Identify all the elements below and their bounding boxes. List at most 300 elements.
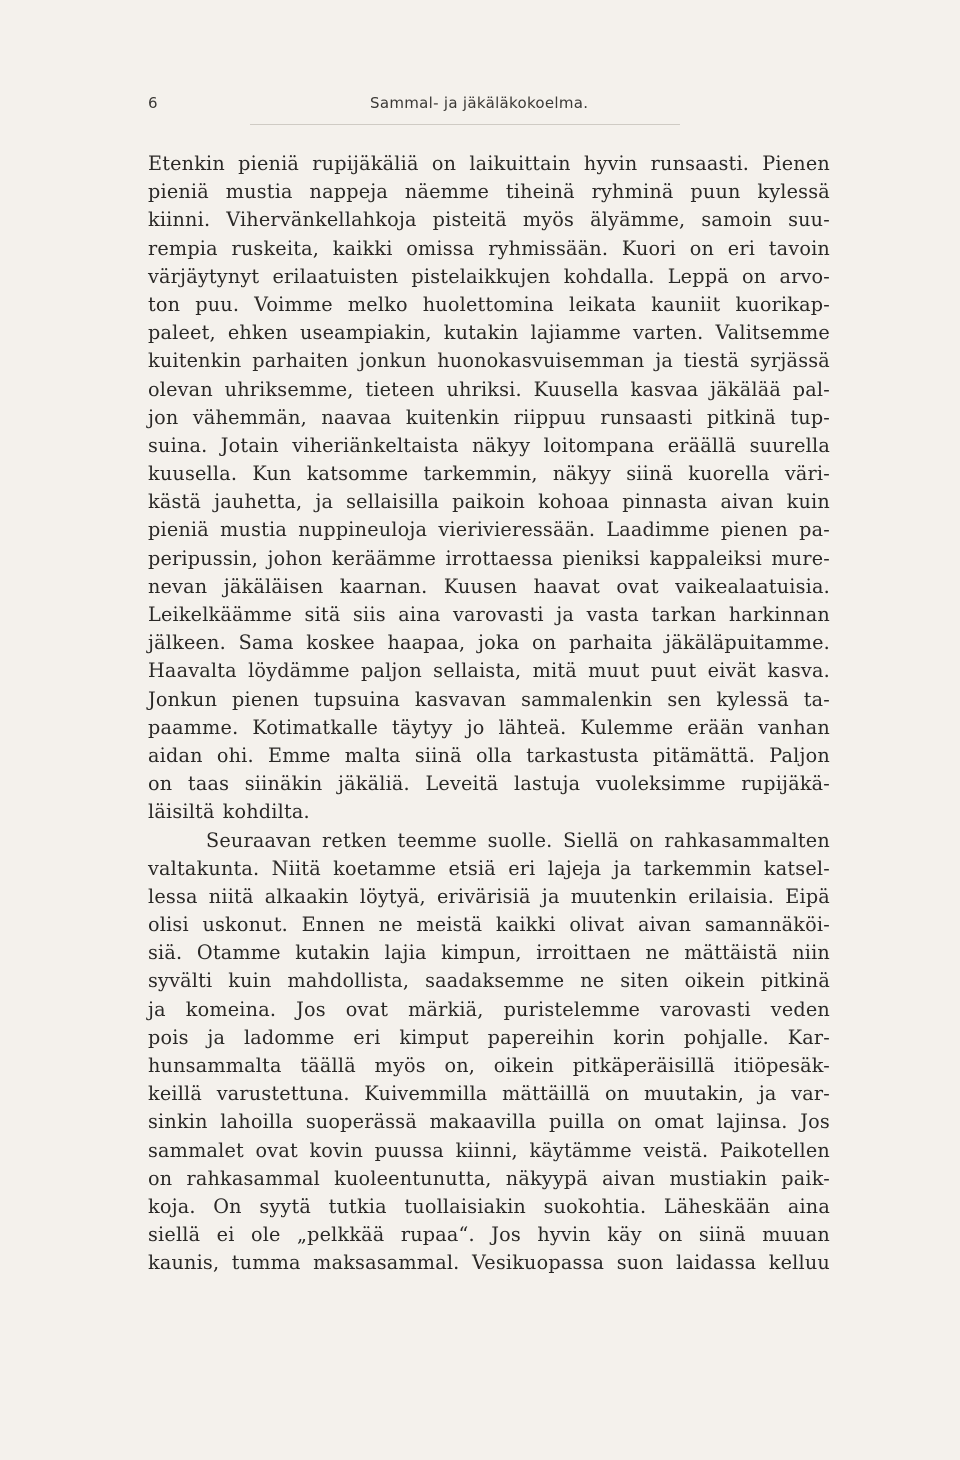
word: kaarnan. bbox=[339, 574, 428, 598]
word: teemme bbox=[397, 828, 477, 852]
word: rupaa“. bbox=[400, 1223, 475, 1247]
word: loitompana bbox=[543, 433, 655, 457]
word: riippuu bbox=[513, 405, 586, 429]
word: mure- bbox=[771, 546, 830, 570]
word: paamme. bbox=[148, 715, 239, 739]
word: saadaksemme bbox=[425, 969, 565, 993]
text-line bbox=[148, 573, 830, 601]
word: ja bbox=[613, 856, 632, 880]
text-line bbox=[148, 686, 830, 714]
word: tutkia bbox=[328, 1194, 387, 1218]
word: parhaiten bbox=[252, 349, 349, 373]
text-line bbox=[148, 404, 830, 432]
word: var- bbox=[791, 1082, 830, 1106]
word: Emme bbox=[267, 743, 331, 767]
text-line bbox=[148, 827, 830, 855]
word: pienen bbox=[720, 518, 788, 542]
word: tup- bbox=[790, 405, 830, 429]
word: ja bbox=[541, 884, 560, 908]
word: Seuraavan bbox=[206, 828, 312, 852]
word: kasva. bbox=[767, 659, 830, 683]
word: pistelaikkujen bbox=[411, 264, 551, 288]
word: lastuja bbox=[514, 772, 581, 796]
word: aivan bbox=[637, 913, 692, 937]
text-line bbox=[148, 911, 830, 939]
word: kelluu bbox=[768, 1251, 830, 1275]
text-line bbox=[148, 883, 830, 911]
word: tarkastusta bbox=[526, 743, 639, 767]
word: Kar- bbox=[787, 1025, 830, 1049]
text-line bbox=[148, 967, 830, 995]
word: Niitä bbox=[271, 856, 321, 880]
word: malta bbox=[344, 743, 401, 767]
word: lajinsa. bbox=[716, 1110, 788, 1134]
word: siinä bbox=[698, 1223, 746, 1247]
word: sellaista, bbox=[433, 659, 522, 683]
word: kuorella bbox=[688, 462, 770, 486]
word: Kulemme bbox=[580, 715, 674, 739]
word: irrottaessa bbox=[445, 546, 554, 570]
word: Paljon bbox=[769, 743, 830, 767]
word: olisi bbox=[148, 913, 189, 937]
word: jäkäläpuitamme. bbox=[665, 631, 830, 655]
word: kuitenkin bbox=[405, 405, 500, 429]
word: huolettomina bbox=[422, 292, 555, 316]
word: oikein bbox=[684, 969, 745, 993]
word: jälkeen. bbox=[148, 631, 226, 655]
word: kimput bbox=[399, 1025, 469, 1049]
text-line bbox=[148, 319, 830, 347]
word: Otamme bbox=[196, 941, 281, 965]
word: samoin bbox=[701, 208, 773, 232]
word: Ennen bbox=[301, 913, 366, 937]
word: mättäistä bbox=[684, 941, 778, 965]
text-line bbox=[148, 1052, 830, 1080]
word: sammalenkin bbox=[521, 687, 653, 711]
word: Kotimatkalle bbox=[252, 715, 379, 739]
word: pohjalle. bbox=[683, 1025, 769, 1049]
text-line bbox=[148, 1108, 830, 1136]
word: ne bbox=[580, 969, 605, 993]
word: muut bbox=[588, 659, 640, 683]
word: olla bbox=[475, 743, 513, 767]
word: paljon bbox=[360, 659, 422, 683]
word: Valitsemme bbox=[715, 321, 830, 345]
word: keillä bbox=[148, 1082, 203, 1106]
word: vuoleksimme bbox=[595, 772, 726, 796]
word: muuan bbox=[762, 1223, 830, 1247]
word: pinnasta bbox=[622, 490, 708, 514]
word: mahdollista, bbox=[287, 969, 410, 993]
word: olevan bbox=[148, 377, 213, 401]
word: oikein bbox=[493, 1054, 555, 1077]
word: tiheinä bbox=[505, 180, 575, 204]
word: sammalet bbox=[148, 1138, 244, 1162]
word: korin bbox=[613, 1025, 666, 1049]
word: ovat bbox=[345, 997, 389, 1021]
word: erilaatuisten bbox=[272, 264, 399, 288]
word: itiöpesäk- bbox=[733, 1054, 830, 1077]
word: „pelkkää bbox=[297, 1223, 385, 1247]
word: rupijäkäliä bbox=[312, 152, 419, 175]
word: kylessä bbox=[716, 687, 789, 711]
word: ryhminä bbox=[591, 180, 674, 204]
word: Kuori bbox=[621, 236, 677, 260]
word: irroittaen bbox=[536, 941, 631, 965]
word: Paikotellen bbox=[719, 1138, 830, 1162]
word: vähemmän, bbox=[192, 405, 307, 429]
word: niin bbox=[792, 941, 830, 965]
word: kuin bbox=[786, 490, 830, 514]
word: veistä. bbox=[643, 1138, 709, 1162]
word: kauniit bbox=[651, 292, 721, 316]
word: puristelemme bbox=[503, 997, 641, 1021]
word: kästä bbox=[148, 490, 202, 514]
word: jäkäläisen bbox=[223, 574, 324, 598]
word: komeina. bbox=[185, 997, 277, 1021]
word: kuin bbox=[228, 969, 272, 993]
text-line bbox=[148, 291, 830, 319]
text-line bbox=[148, 996, 830, 1024]
word: omissa bbox=[406, 236, 475, 260]
word: jäkäliä. bbox=[337, 772, 410, 796]
word: ja bbox=[655, 349, 674, 373]
word: puilla bbox=[549, 1110, 605, 1134]
word: pa- bbox=[799, 518, 830, 542]
word: pisteitä bbox=[432, 208, 507, 232]
word: pitkäperäisillä bbox=[572, 1054, 716, 1077]
word: ne bbox=[645, 941, 670, 965]
word: nevan bbox=[148, 574, 208, 598]
word: niitä bbox=[208, 884, 254, 908]
text-line bbox=[148, 432, 830, 460]
word: aina bbox=[787, 1194, 830, 1218]
word: on bbox=[689, 236, 715, 260]
word: ovat bbox=[255, 1138, 298, 1162]
word: eri bbox=[727, 236, 756, 260]
word: puut bbox=[650, 659, 697, 683]
word: hyvin bbox=[583, 152, 638, 175]
word: Laadimme bbox=[606, 518, 710, 542]
word: laikuittain bbox=[469, 152, 571, 175]
text-line bbox=[148, 1249, 830, 1277]
word: älyämme, bbox=[590, 208, 686, 232]
word: nuppineuloja bbox=[298, 518, 428, 542]
word: varten. bbox=[633, 321, 704, 345]
word: täällä bbox=[300, 1054, 356, 1077]
word: Etenkin bbox=[148, 152, 225, 175]
word: erilaisia. bbox=[688, 884, 775, 908]
text-line bbox=[148, 235, 830, 263]
text-line bbox=[148, 206, 830, 234]
word: sinkin bbox=[148, 1110, 208, 1134]
word: Siellä bbox=[563, 828, 619, 852]
word: siis bbox=[352, 603, 386, 626]
word: pitämättä. bbox=[652, 743, 756, 767]
word: pieniä bbox=[148, 180, 209, 204]
word: paik- bbox=[781, 1166, 830, 1190]
word: märkiä, bbox=[408, 997, 484, 1021]
word: veden bbox=[770, 997, 830, 1021]
text-line bbox=[148, 376, 830, 404]
word: lähteä. bbox=[498, 715, 567, 739]
word: ole bbox=[250, 1223, 281, 1247]
word: uhriksi. bbox=[446, 377, 522, 401]
word: ehken bbox=[227, 321, 288, 345]
text-line bbox=[148, 1080, 830, 1108]
word: löytyä, bbox=[359, 884, 426, 908]
word: on bbox=[742, 264, 767, 288]
word: tiestä bbox=[683, 349, 740, 373]
word: kuitenkin bbox=[148, 349, 242, 373]
word: aivan bbox=[720, 490, 774, 514]
word: kohoaa bbox=[538, 490, 610, 514]
word: näemme bbox=[404, 180, 490, 204]
word: suina. bbox=[148, 433, 208, 457]
word: johon bbox=[267, 546, 323, 570]
word: useampiakin, bbox=[300, 321, 432, 345]
word: on, bbox=[444, 1054, 476, 1077]
word: melko bbox=[347, 292, 408, 316]
word: eri bbox=[508, 856, 536, 880]
word: vasta bbox=[586, 603, 639, 626]
word: syvälti bbox=[148, 969, 213, 993]
word: aina bbox=[398, 603, 441, 626]
word: sen bbox=[667, 687, 702, 711]
text-line bbox=[148, 1137, 830, 1165]
word: Jonkun bbox=[148, 687, 218, 711]
word: värjäytynyt bbox=[148, 264, 260, 288]
word: tieteen bbox=[365, 377, 435, 401]
word: on bbox=[532, 631, 557, 655]
word: kutakin bbox=[443, 321, 519, 345]
word: pitkinä bbox=[760, 969, 830, 993]
word: mitä bbox=[532, 659, 577, 683]
word: eräällä bbox=[667, 433, 737, 457]
word: jäkälää bbox=[710, 377, 781, 401]
word: Kuusen bbox=[443, 574, 518, 598]
word: pitkinä bbox=[706, 405, 776, 429]
word: vierivieressään. bbox=[438, 518, 596, 542]
word: pienen bbox=[232, 687, 300, 711]
word: rahkasammalten bbox=[664, 828, 830, 852]
word: tupsuina bbox=[313, 687, 401, 711]
word: keräämme bbox=[331, 546, 437, 570]
word: käy bbox=[607, 1223, 642, 1247]
word: ladomme bbox=[243, 1025, 335, 1049]
word: kylessä bbox=[757, 180, 830, 204]
text-line bbox=[148, 629, 830, 657]
word: siinä bbox=[414, 743, 462, 767]
text-line bbox=[148, 460, 830, 488]
text-line bbox=[148, 347, 830, 375]
word: väri- bbox=[784, 462, 830, 486]
word: suoperässä bbox=[305, 1110, 417, 1134]
word: Haavalta bbox=[148, 659, 237, 683]
word: jauhetta, bbox=[214, 490, 303, 514]
word: tarkan bbox=[651, 603, 717, 626]
word: omat bbox=[654, 1110, 704, 1134]
word: papereihin bbox=[487, 1025, 595, 1049]
word: täytyy bbox=[392, 715, 453, 739]
word: Leveitä bbox=[425, 772, 499, 796]
word: lessa bbox=[148, 884, 198, 908]
word: paikoin bbox=[452, 490, 526, 514]
word: uhriksemme, bbox=[224, 377, 354, 401]
word: siä. bbox=[148, 941, 183, 965]
word: ja bbox=[207, 1025, 226, 1049]
word: on bbox=[629, 828, 654, 852]
word: parhaita bbox=[568, 631, 653, 655]
word: on bbox=[148, 1166, 173, 1190]
word: kovin bbox=[309, 1138, 363, 1162]
word: siinäkin bbox=[244, 772, 323, 796]
word: eri bbox=[353, 1025, 381, 1049]
word: valtakunta. bbox=[148, 856, 260, 880]
word: kimpun, bbox=[441, 941, 522, 965]
word: vanhan bbox=[757, 715, 830, 739]
word: ton bbox=[148, 292, 181, 316]
word: kiinni, bbox=[455, 1138, 518, 1162]
word: koetamme bbox=[333, 856, 437, 880]
word: siinä bbox=[626, 462, 674, 486]
word: siten bbox=[620, 969, 669, 993]
text-line bbox=[148, 770, 830, 798]
body-text bbox=[148, 150, 830, 1278]
word: kutakin bbox=[295, 941, 370, 965]
word: katsomme bbox=[306, 462, 409, 486]
word: jon bbox=[148, 405, 179, 429]
word: puu. bbox=[195, 292, 240, 316]
word: varustettuna. bbox=[216, 1082, 350, 1106]
word: rempia bbox=[148, 236, 218, 260]
word: meistä bbox=[416, 913, 483, 937]
word: kohdilta. bbox=[222, 800, 310, 824]
word: eivät bbox=[707, 659, 757, 683]
word: Jos bbox=[800, 1110, 830, 1134]
word: lajiamme bbox=[530, 321, 621, 345]
word: kiinni. bbox=[148, 208, 211, 232]
word: Läheskään bbox=[663, 1194, 771, 1218]
word: pieniksi bbox=[562, 546, 641, 570]
word: suon bbox=[616, 1251, 664, 1275]
word: löydämme bbox=[248, 659, 350, 683]
word: Kun bbox=[252, 462, 292, 486]
word: tuollaisiakin bbox=[404, 1194, 526, 1218]
word: rahkasammal bbox=[186, 1166, 320, 1190]
word: ovat bbox=[616, 574, 659, 598]
word: pieniä bbox=[238, 152, 300, 175]
word: pieniä bbox=[148, 518, 209, 542]
word: ohi. bbox=[216, 743, 254, 767]
word: mustia bbox=[225, 180, 293, 204]
word: on bbox=[658, 1223, 683, 1247]
word: lajeja bbox=[547, 856, 602, 880]
word: huonokasvuisemman bbox=[437, 349, 645, 373]
word: viheriänkeltaista bbox=[292, 433, 459, 457]
text-line bbox=[148, 150, 830, 178]
page-number: 6 bbox=[148, 94, 158, 112]
word: on bbox=[148, 772, 173, 796]
word: tarkemmin, bbox=[423, 462, 538, 486]
word: On bbox=[213, 1194, 242, 1218]
word: harkinnan bbox=[728, 603, 830, 626]
word: syrjässä bbox=[749, 349, 830, 373]
word: haapaa, bbox=[387, 631, 466, 655]
text-line bbox=[148, 798, 830, 826]
word: peripussin, bbox=[148, 546, 259, 570]
word: kuoleentunutta, bbox=[334, 1166, 492, 1190]
word: ruskeita, bbox=[231, 236, 320, 260]
word: puussa bbox=[374, 1138, 444, 1162]
word: joka bbox=[477, 631, 520, 655]
word: naavaa bbox=[321, 405, 392, 429]
word: kaunis, bbox=[148, 1251, 220, 1275]
header-rule bbox=[250, 124, 680, 125]
text-line bbox=[148, 545, 830, 573]
word: kaikki bbox=[495, 913, 556, 937]
word: Sama bbox=[238, 631, 294, 655]
word: on bbox=[604, 1082, 630, 1106]
word: näkyy bbox=[552, 462, 612, 486]
word: ryhmissään. bbox=[488, 236, 609, 260]
word: erivärisiä bbox=[436, 884, 531, 908]
word: ja bbox=[556, 603, 575, 626]
word: lajia bbox=[384, 941, 427, 965]
word: arvo- bbox=[779, 264, 830, 288]
word: kappaleiksi bbox=[649, 546, 762, 570]
word: on bbox=[431, 152, 457, 175]
word: Voimme bbox=[254, 292, 333, 316]
text-line bbox=[148, 657, 830, 685]
word: käytämme bbox=[529, 1138, 632, 1162]
word: samannäköi- bbox=[704, 913, 830, 937]
word: tarkemmin bbox=[643, 856, 752, 880]
text-line bbox=[148, 516, 830, 544]
word: runsaasti bbox=[600, 405, 693, 429]
word: myös bbox=[522, 208, 575, 232]
text-line bbox=[148, 601, 830, 629]
word: Vesikuopassa bbox=[471, 1251, 605, 1275]
text-line bbox=[148, 1193, 830, 1221]
word: rupijäkä- bbox=[741, 772, 830, 796]
word: jonkun bbox=[359, 349, 427, 373]
word: läisiltä bbox=[148, 800, 215, 824]
word: pal- bbox=[792, 377, 830, 401]
text-line bbox=[148, 939, 830, 967]
word: Jotain bbox=[220, 433, 279, 457]
word: jo bbox=[466, 715, 485, 739]
word: Kuusella bbox=[533, 377, 619, 401]
word: kaikki bbox=[332, 236, 393, 260]
text-line bbox=[148, 488, 830, 516]
word: ja bbox=[148, 997, 166, 1021]
word: Leikelkäämme bbox=[148, 603, 293, 626]
word: suokohtia. bbox=[543, 1194, 647, 1218]
word: lahoilla bbox=[220, 1110, 294, 1134]
word: hyvin bbox=[537, 1223, 591, 1247]
word: aivan bbox=[602, 1166, 656, 1190]
word: maksasammal. bbox=[313, 1251, 460, 1275]
text-line bbox=[148, 1024, 830, 1052]
word: on bbox=[617, 1110, 642, 1134]
word: ja bbox=[758, 1082, 777, 1106]
word: makaavilla bbox=[429, 1110, 537, 1134]
word: koskee bbox=[306, 631, 375, 655]
word: laidassa bbox=[676, 1251, 757, 1275]
word: Jos bbox=[296, 997, 326, 1021]
word: hunsammalta bbox=[148, 1054, 282, 1077]
